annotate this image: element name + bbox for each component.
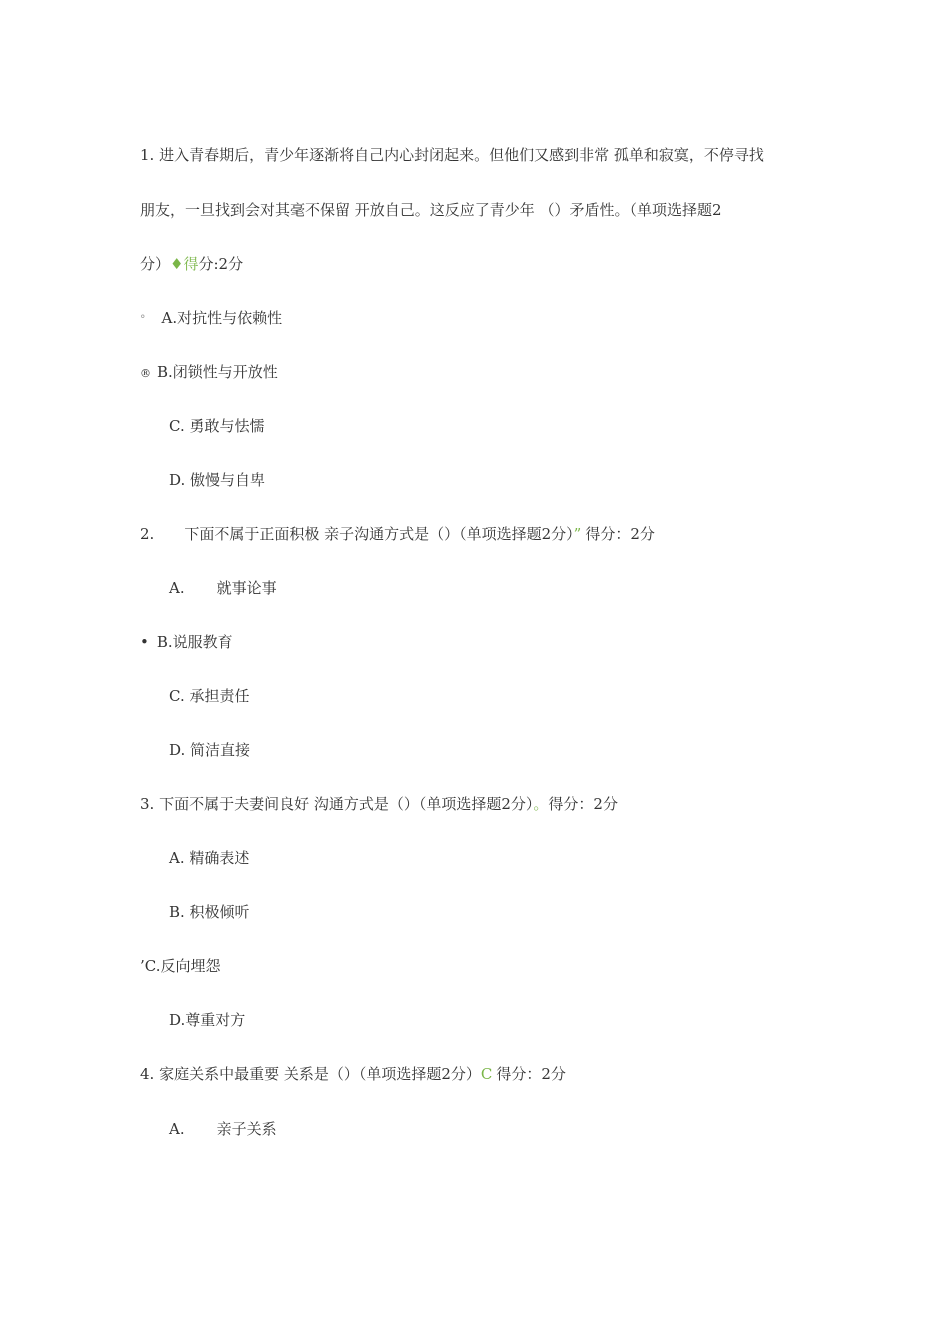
option-text: 就事论事 <box>216 579 277 597</box>
question-1-option-b[interactable] <box>140 362 278 384</box>
question-4-option-a[interactable] <box>169 1119 277 1139</box>
option-text: D.尊重对方 <box>169 1011 246 1029</box>
option-text: B.闭锁性与开放性 <box>157 363 278 381</box>
question-3-text: 3. 下面不属于夫妻间良好 沟通方式是（）（单项选择题2分） <box>140 795 534 813</box>
option-text: A.对抗性与依赖性 <box>161 309 283 327</box>
question-2-score: 得分：2分 <box>585 525 655 543</box>
question-1-option-a[interactable] <box>140 308 282 330</box>
question-1-option-d[interactable] <box>169 470 265 490</box>
question-4-text: 4. 家庭关系中最重要 关系是（）（单项选择题2分） <box>140 1065 481 1083</box>
question-3-option-a[interactable] <box>169 848 249 868</box>
question-3-option-d[interactable] <box>169 1010 245 1030</box>
option-label: A. <box>169 579 185 597</box>
option-text: B.说服教育 <box>156 633 233 651</box>
option-text: 亲子关系 <box>216 1120 277 1138</box>
question-1-stem-line-1: 1. 进入青春期后，青少年逐渐将自己内心封闭起来。但他们又感到非常 孤单和寂寞，不停寻找 <box>140 146 764 164</box>
option-text: C.反向埋怨 <box>144 957 221 975</box>
question-3-stem <box>140 794 618 814</box>
question-2-score-mark: ” <box>573 525 582 543</box>
question-3-score-mark: 。 <box>533 795 549 813</box>
option-text: A. 精确表述 <box>169 849 250 867</box>
radio-unselected-icon[interactable]: ° <box>140 313 146 326</box>
question-1-stem-line-3 <box>140 254 243 274</box>
question-1-stem-line-2: 朋友，一旦找到会对其毫不保留 开放自己。这反应了青少年 （）矛盾性。（单项选择题2 <box>140 201 722 219</box>
question-4-stem <box>140 1064 566 1084</box>
question-2-number: 2. <box>140 525 155 543</box>
option-text: D. 简洁直接 <box>169 741 251 759</box>
option-text: D. 傲慢与自卑 <box>169 471 266 489</box>
question-1-score-mark: ♦得 <box>170 255 199 273</box>
question-2-text: 下面不属于正面积极 亲子沟通方式是（）（单项选择题2分） <box>184 525 574 543</box>
option-text: C. 承担责任 <box>169 687 250 705</box>
question-3-option-c[interactable] <box>140 956 221 976</box>
question-3-option-b[interactable] <box>169 902 250 922</box>
question-2-stem <box>140 524 655 544</box>
radio-selected-icon[interactable]: • <box>140 633 149 651</box>
question-1-score: 分:2分 <box>198 255 244 273</box>
question-2-option-b[interactable] <box>140 632 233 652</box>
radio-selected-icon[interactable]: ’ <box>140 957 145 975</box>
question-4-score-mark: C <box>480 1065 493 1083</box>
question-2-option-c[interactable] <box>169 686 249 706</box>
option-text: C. 勇敢与怯懦 <box>169 417 265 435</box>
question-4-score: 得分：2分 <box>496 1065 566 1083</box>
question-2-option-d[interactable] <box>169 740 250 760</box>
question-3-score: 得分：2分 <box>548 795 618 813</box>
question-1-tail-prefix: 分） <box>140 255 171 273</box>
question-1-option-c[interactable] <box>169 416 264 436</box>
radio-selected-icon[interactable]: ® <box>140 367 151 380</box>
question-2-option-a[interactable] <box>169 578 277 598</box>
option-text: B. 积极倾听 <box>169 903 250 921</box>
option-label: A. <box>169 1120 185 1138</box>
